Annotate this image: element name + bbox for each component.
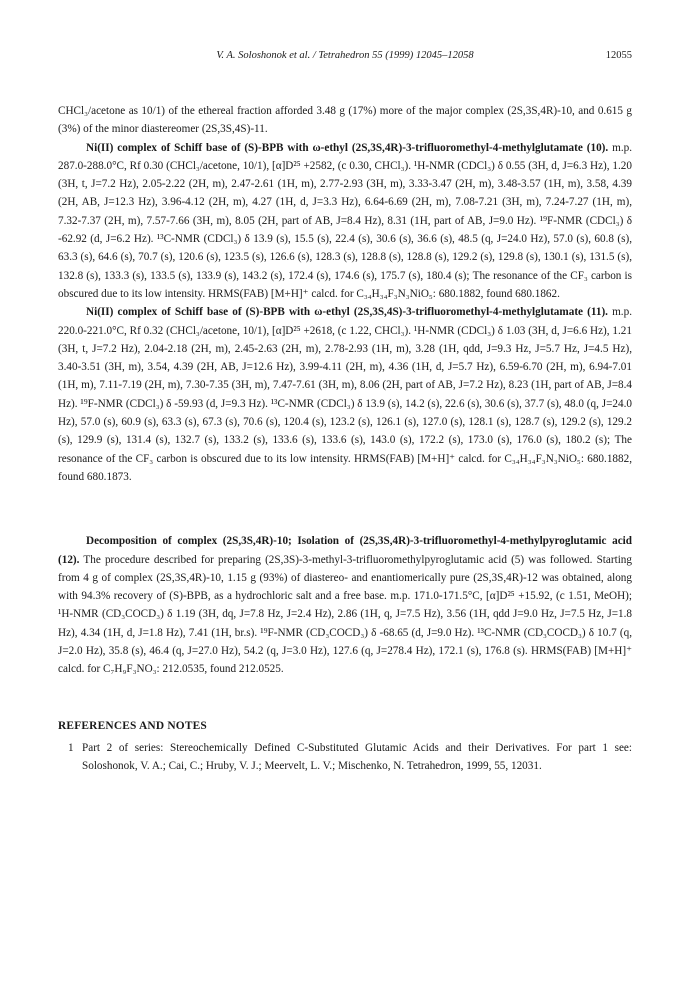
decomposition-paragraph [58,532,632,678]
paragraph-continuation: CHCl₃/acetone as 10/1) of the ethereal fraction afforded 3.48 g (17%) more of the major complex (2S,3S,4R)-10, and 0.615 g (3%) of the minor diastereomer (2S,3S,4S)-11. [58,105,632,136]
compound-11-paragraph [58,303,632,486]
compound-11-title: Ni(II) complex of Schiff base of (S)-BPB with ω-ethyl (2S,3S,4S)-3-trifluoromethyl-4-methylglutamate (11). [86,306,608,319]
section-spacer [58,486,632,532]
reference-item [58,739,632,776]
page-body [58,102,632,776]
compound-10-data: m.p. 287.0-288.0°C, Rf 0.30 (CHCl₃/acetone, 10/1), [α]D²⁵ +2582, (c 0.30, CHCl₃). ¹H-NMR (CDCl₃) δ 0.55 (3H, d, J=6.3 Hz), 1.20 (3H, t, J=7.2 Hz), 2.05-2.22 (2H, m), 2.47-2.61 (1H, m), 2.77-2.93 (3H, m), 3.33-3.47 (2H, m), 3.48-3.57 (1H, m), 3.58, 4.39 (2H, AB, J=12.3 Hz), 3.96-4.12 (2H, m), 4.27 (1H, d, J=3.3 Hz), 6.64-6.69 (2H, m), 7.08-7.21 (3H, m), 7.24-7.27 (1H, m), 7.32-7.37 (2H, m), 7.57-7.66 (3H, m), 8.05 (2H, part of AB, J=8.4 Hz), 8.31 (1H, part of AB, J=9.0 Hz). ¹⁹F-NMR (CDCl₃) δ -62.92 (d, J=6.2 Hz). ¹³C-NMR (CDCl₃) δ 13.9 (s), 15.5 (s), 22.4 (s), 30.6 (s), 36.6 (s), 48.5 (q, J=24.0 Hz), 57.0 (s), 60.8 (s), 63.3 (s), 64.6 (s), 70.7 (s), 120.6 (s), 123.5 (s), 126.6 (s), 128.3 (s), 128.8 (s), 128.8 (s), 129.2 (s), 129.8 (s), 130.1 (s), 131.5 (s), 132.8 (s), 133.3 (s), 133.5 (s), 133.9 (s), 143.2 (s), 172.4 (s), 174.6 (s), 175.7 (s), 180.4 (s); The resonance of the CF₃ carbon is obscured due to its low intensity. HRMS(FAB) [M+H]⁺ calcd. for C₃₄H₃₄F₃N₃NiO₅: 680.1882, found 680.1862. [58,141,633,300]
compound-11-data: m.p. 220.0-221.0°C, Rf 0.32 (CHCl₃/acetone, 10/1), [α]D²⁵ +2618, (c 1.22, CHCl₃). ¹H-NMR (CDCl₃) δ 1.03 (3H, d, J=6.6 Hz), 1.21 (3H, t, J=7.2 Hz), 2.04-2.18 (2H, m), 2.45-2.63 (2H, m), 2.78-2.93 (1H, m), 3.28 (1H, qdd, J=9.3 Hz, J=5.7 Hz, J=4.5 Hz), 3.40-3.51 (3H, m), 3.54, 4.39 (2H, AB, J=12.6 Hz), 3.99-4.11 (2H, m), 4.36 (1H, d, J=5.7 Hz), 6.59-6.70 (2H, m), 6.94-7.01 (1H, m), 7.11-7.19 (2H, m), 7.30-7.35 (3H, m), 7.47-7.61 (3H, m), 8.06 (2H, part of AB, J=7.2 Hz), 8.23 (1H, part of AB, J=8.4 Hz). ¹⁹F-NMR (CDCl₃) δ -59.93 (d, J=9.3 Hz). ¹³C-NMR (CDCl₃) δ 13.9 (s), 14.2 (s), 22.6 (s), 30.6 (s), 37.7 (s), 48.0 (q, J=24.0 Hz), 57.0 (s), 60.9 (s), 63.3 (s), 67.3 (s), 70.6 (s), 120.4 (s), 123.2 (s), 126.1 (s), 127.0 (s), 128.1 (s), 128.7 (s), 129.2 (s), 129.2 (s), 129.9 (s), 131.4 (s), 132.7 (s), 133.2 (s), 133.6 (s), 133.6 (s), 143.0 (s), 172.2 (s), 173.0 (s), 176.0 (s), 180.2 (s); The resonance of the CF₃ carbon is obscured due to its low intensity. HRMS(FAB) [M+H]⁺ calcd. for C₃₄H₃₄F₃N₃NiO₅: 680.1882, found 680.1873. [58,306,632,483]
section-spacer [58,679,632,717]
references-heading: REFERENCES AND NOTES [58,719,207,732]
compound-10-title: Ni(II) complex of Schiff base of (S)-BPB with ω-ethyl (2S,3S,4R)-3-trifluoromethyl-4-methylglutamate (10). [86,141,609,154]
running-head: V. A. Soloshonok et al. / Tetrahedron 55 (1999) 12045–12058 [216,50,474,61]
decomposition-title: Decomposition of complex (2S,3S,4R)-10; Isolation of (2S,3S,4R)-3-trifluoromethyl-4-methylpyroglutamic acid (12). [58,535,632,566]
page-header [58,50,632,66]
decomposition-body: The procedure described for preparing (2S,3S)-3-methyl-3-trifluoromethylpyroglutamic acid (5) was followed. Starting from 4 g of complex (2S,3S,4R)-10, 1.15 g (93%) of diastereo- and enantiomerically pure (2S,3S,4R)-12 was obtained, along with 94.3% recovery of (S)-BPB, as a hydrochloric salt and a free base. m.p. 171.0-171.5°C, [α]D²⁵ +15.92, (c 1.51, MeOH); ¹H-NMR (CD₃COCD₃) δ 1.19 (3H, dq, J=7.8 Hz, J=2.4 Hz), 2.86 (1H, q, J=7.5 Hz), 3.56 (1H, qdd J=9.0 Hz, J=7.5 Hz, J=1.8 Hz), 4.34 (1H, d, J=1.8 Hz), 7.41 (1H, br.s). ¹⁹F-NMR (CD₃COCD₃) δ -68.65 (d, J=9.0 Hz). ¹³C-NMR (CD₃COCD₃) δ 10.7 (q, J=2.0 Hz), 35.8 (s), 46.4 (q, J=27.0 Hz), 54.2 (q, J=3.0 Hz), 127.6 (q, J=278.4 Hz), 172.1 (s), 176.8 (s). HRMS(FAB) [M+H]⁺ calcd. for C₇H₉F₃NO₃: 212.0535, found 212.0525. [58,553,632,676]
page-number: 12055 [605,50,632,61]
compound-10-paragraph [58,139,632,304]
reference-number: 1 [68,741,74,754]
reference-text: Part 2 of series: Stereochemically Defined C-Substituted Glutamic Acids and their Derivatives. For part 1 see: Soloshonok, V. A.; Cai, C.; Hruby, V. J.; Meervelt, L. V.; Mischenko, N. Tetrahedron, 1999, 55, 12031. [82,741,632,773]
